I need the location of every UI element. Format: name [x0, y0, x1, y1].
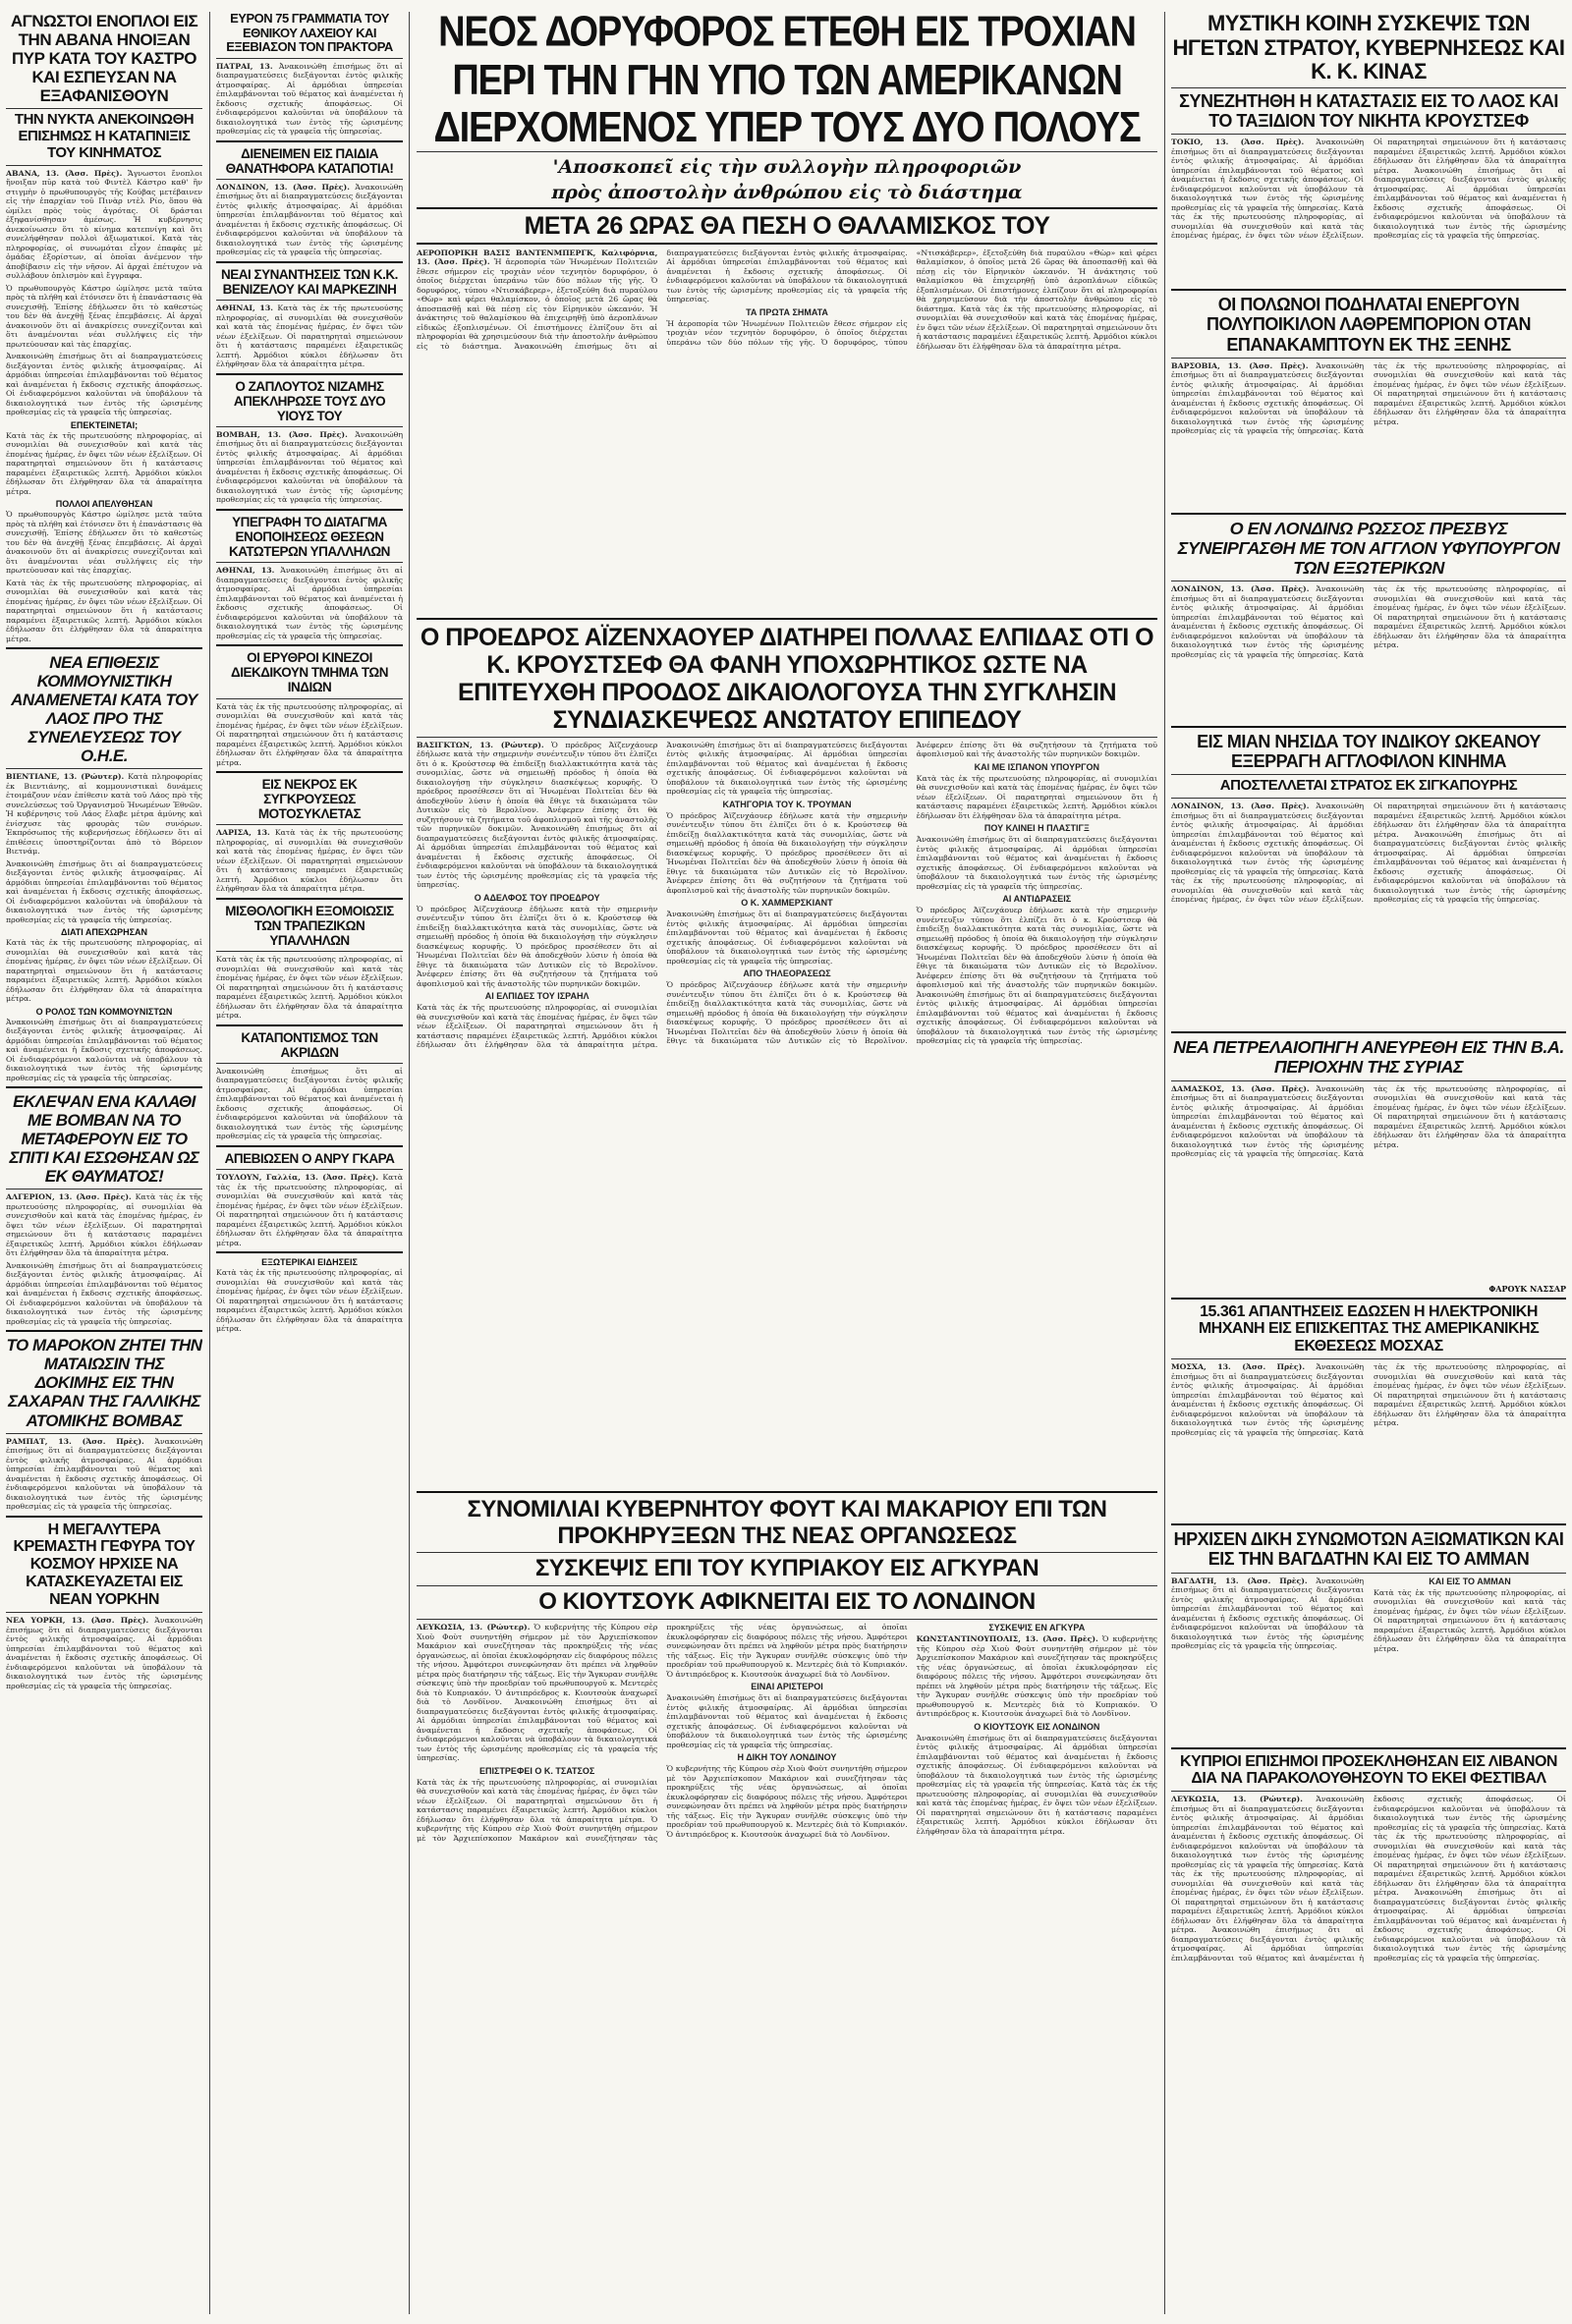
- body: Κατὰ τὰς ἐκ τῆς πρωτευούσης πληροφορίας, αἱ συνομιλίαι θὰ συνεχισθοῦν καὶ κατὰ τὰς ἑπομένας ἡμέρας, ἐν ὄψει τῶν νέων ἐξελίξεων. Οἱ παρατηρηταὶ σημειώνουν ὅτι ἡ κατάστασις παραμένει ἐξαιρετικῶς λεπτή. Ἀρμόδιοι κύκλοι ἐδήλωσαν ὅτι ἐλήφθησαν ὅλα τὰ ἀπαραίτητα μέτρα.: [1171, 1859, 1364, 1935]
- body: Ἀνακοινώθη ἐπισήμως ὅτι αἱ διαπραγματεύσεις διεξάγονται ἐντὸς φιλικῆς ἀτμοσφαίρας. Αἱ ἀρμόδιαι ὑπηρεσίαι ἐπιλαμβάνονται τοῦ θέματος καὶ ἀναμένεται ἡ ἔκδοσις σχετικῆς ἀποφάσεως. Οἱ ἐνδιαφερόμενοι καλοῦνται νὰ ὑποβάλουν τὰ δικαιολογητικά των ἐντὸς τῆς ὡρισμένης προθεσμίας εἰς τὰ γραφεῖα τῆς ὑπηρεσίας.: [216, 182, 403, 257]
- body: Ἀνακοινώθη ἐπισήμως ὅτι αἱ διαπραγματεύσεις διεξάγονται ἐντὸς φιλικῆς ἀτμοσφαίρας. Αἱ ἀρμόδιαι ὑπηρεσίαι ἐπιλαμβάνονται τοῦ θέματος καὶ ἀναμένεται ἡ ἔκδοσις σχετικῆς ἀποφάσεως. Οἱ ἐνδιαφερόμενοι καλοῦνται νὰ ὑποβάλουν τὰ δικαιολογητικά των ἐντὸς τῆς ὡρισμένης προθεσμίας εἰς τὰ γραφεῖα τῆς ὑπηρεσίας.: [1171, 1576, 1364, 1651]
- dateline: ΒΙΕΝΤΙΑΝΕ, 13. (Ρώυτερ).: [6, 772, 125, 782]
- divider: [6, 647, 202, 649]
- body: Κατὰ τὰς ἐκ τῆς πρωτευούσης πληροφορίας, αἱ συνομιλίαι θὰ συνεχισθοῦν καὶ κατὰ τὰς ἑπομένας ἡμέρας, ἐν ὄψει τῶν νέων ἐξελίξεων. Οἱ παρατηρηταὶ σημειώνουν ὅτι ἡ κατάστασις παραμένει ἐξαιρετικῶς λεπτή. Ἀρμόδιοι κύκλοι ἐδήλωσαν ὅτι ἐλήφθησαν ὅλα τὰ ἀπαραίτητα μέτρα.: [1374, 1587, 1566, 1653]
- divider: [6, 1433, 202, 1434]
- body: Κατὰ τὰς ἐκ τῆς πρωτευούσης πληροφορίας, αἱ συνομιλίαι θὰ συνεχισθοῦν καὶ κατὰ τὰς ἑπομένας ἡμέρας, ἐν ὄψει τῶν νέων ἐξελίξεων. Οἱ παρατηρηταὶ σημειώνουν ὅτι ἡ κατάστασις παραμένει ἐξαιρετικῶς λεπτή. Ἀρμόδιοι κύκλοι ἐδήλωσαν ὅτι ἐλήφθησαν ὅλα τὰ ἀπαραίτητα μέτρα.: [216, 1173, 403, 1247]
- article-text: Ὁ πρωθυπουργὸς Κάστρο ὡμίλησε μετὰ ταῦτα πρὸς τὰ πλήθη καὶ ἐτόνισεν ὅτι ἡ ἐπανάστασις θὰ συνεχισθῇ. Ἐπίσης ἐδήλωσεν ὅτι τὸ καθεστὼς του δὲν θὰ ἀνεχθῇ ξένας ἐπεμβάσεις. Αἱ ἀρχαὶ ἀνακοινοῦν ὅτι αἱ ἀνακρίσεις συνεχίζονται καὶ ὅτι ἀναμένονται νέαι συλλήψεις εἰς τὴν πρωτεύουσαν καὶ τὰς ἐπαρχίας.: [6, 283, 202, 349]
- divider: [216, 1145, 403, 1147]
- article-text: [216, 183, 403, 257]
- body: Ἀνακοινώθη ἐπισήμως ὅτι αἱ διαπραγματεύσεις διεξάγονται ἐντὸς φιλικῆς ἀτμοσφαίρας. Αἱ ἀρμόδιαι ὑπηρεσίαι ἐπιλαμβάνονται τοῦ θέματος καὶ ἀναμένεται ἡ ἔκδοσις σχετικῆς ἀποφάσεως. Οἱ ἐνδιαφερόμενοι καλοῦνται νὰ ὑποβάλουν τὰ δικαιολογητικά των ἐντὸς τῆς ὡρισμένης προθεσμίας εἰς τὰ γραφεῖα τῆς ὑπηρεσίας.: [1171, 138, 1365, 212]
- dateline: ΒΑΓΔΑΤΗ, 13. (Ἀσσ. Πρὲς).: [1171, 1576, 1308, 1585]
- headline: ΕΚΛΕΨΑΝ ΕΝΑ ΚΑΛΑΘΙ ΜΕ ΒΟΜΒΑΝ ΝΑ ΤΟ ΜΕΤΑΦΕΡΟΥΝ ΕΙΣ ΤΟ ΣΠΙΤΙ ΚΑΙ ΕΣΩΘΗΣΑΝ ΩΣ ΕΚ ΘΑΥΜΑΤΟΣ!: [9, 1092, 199, 1187]
- headline: ΗΡΧΙΣΕΝ ΔΙΚΗ ΣΥΝΩΜΟΤΩΝ ΑΞΙΩΜΑΤΙΚΩΝ ΚΑΙ ΕΙΣ ΤΗΝ ΒΑΓΔΑΤΗΝ ΚΑΙ ΕΙΣ ΤΟ ΑΜΜΑΝ: [1173, 1529, 1564, 1570]
- column-second: [216, 12, 403, 2314]
- body: Ἀνακοινώθη ἐπισήμως ὅτι αἱ διαπραγματεύσεις διεξάγονται ἐντὸς φιλικῆς ἀτμοσφαίρας. Αἱ ἀρμόδιαι ὑπηρεσίαι ἐπιλαμβάνονται τοῦ θέματος καὶ ἀναμένεται ἡ ἔκδοσις σχετικῆς ἀποφάσεως. Οἱ ἐνδιαφερόμενοι καλοῦνται νὰ ὑποβάλουν τὰ δικαιολογητικά των ἐντὸς τῆς ὡρισμένης προθεσμίας εἰς τὰ γραφεῖα τῆς ὑπηρεσίας.: [417, 824, 658, 890]
- divider: [1171, 774, 1566, 775]
- dateline: ΛΑΡΙΣΑ, 13.: [216, 828, 270, 838]
- divider: [216, 300, 403, 301]
- dateline: ΤΟΥΛΟΥΝ, Γαλλία, 13. (Ἀσσ. Πρὲς).: [216, 1173, 379, 1183]
- body: Κατὰ τὰς ἐκ τῆς πρωτευούσης πληροφορίας, αἱ συνομιλίαι θὰ συνεχισθοῦν καὶ κατὰ τὰς ἑπομένας ἡμέρας, ἐν ὄψει τῶν νέων ἐξελίξεων. Οἱ παρατηρηταὶ σημειώνουν ὅτι ἡ κατάστασις παραμένει ἐξαιρετικῶς λεπτή. Ἀρμόδιοι κύκλοι ἐδήλωσαν ὅτι ἐλήφθησαν ὅλα τὰ ἀπαραίτητα μέτρα.: [417, 1003, 658, 1050]
- body: Ἀνακοινώθη ἐπισήμως ὅτι αἱ διαπραγματεύσεις διεξάγονται ἐντὸς φιλικῆς ἀτμοσφαίρας. Αἱ ἀρμόδιαι ὑπηρεσίαι ἐπιλαμβάνονται τοῦ θέματος καὶ ἀναμένεται ἡ ἔκδοσις σχετικῆς ἀποφάσεως. Οἱ ἐνδιαφερόμενοι καλοῦνται νὰ ὑποβάλουν τὰ δικαιολογητικά των ἐντὸς τῆς ὡρισμένης προθεσμίας εἰς τὰ γραφεῖα τῆς ὑπηρεσίας.: [1171, 802, 1364, 876]
- divider: [216, 1169, 403, 1170]
- body: Ἀνακοινώθη ἐπισήμως ὅτι αἱ διαπραγματεύσεις διεξάγονται ἐντὸς φιλικῆς ἀτμοσφαίρας. Αἱ ἀρμόδιαι ὑπηρεσίαι ἐπιλαμβάνονται τοῦ θέματος καὶ ἀναμένεται ἡ ἔκδοσις σχετικῆς ἀποφάσεως. Οἱ ἐνδιαφερόμενοι καλοῦνται νὰ ὑποβάλουν τὰ δικαιολογητικά των ἐντὸς τῆς ὡρισμένης προθεσμίας εἰς τὰ γραφεῖα τῆς ὑπηρεσίας.: [1171, 1362, 1364, 1437]
- body: Κατὰ τὰς ἐκ τῆς πρωτευούσης πληροφορίας, αἱ συνομιλίαι θὰ συνεχισθοῦν καὶ κατὰ τὰς ἑπομένας ἡμέρας, ἐν ὄψει τῶν νέων ἐξελίξεων. Οἱ παρατηρηταὶ σημειώνουν ὅτι ἡ κατάστασις παραμένει ἐξαιρετικῶς λεπτή. Ἀρμόδιοι κύκλοι ἐδήλωσαν ὅτι ἐλήφθησαν ὅλα τὰ ἀπαραίτητα μέτρα.: [6, 1192, 202, 1258]
- body: Κατὰ τὰς ἐκ τῆς πρωτευούσης πληροφορίας, αἱ συνομιλίαι θὰ συνεχισθοῦν καὶ κατὰ τὰς ἑπομένας ἡμέρας, ἐν ὄψει τῶν νέων ἐξελίξεων. Οἱ παρατηρηταὶ σημειώνουν ὅτι ἡ κατάστασις παραμένει ἐξαιρετικῶς λεπτή. Ἀρμόδιοι κύκλοι ἐδήλωσαν ὅτι ἐλήφθησαν ὅλα τὰ ἀπαραίτητα μέτρα.: [216, 304, 403, 369]
- section-title: Ο ΡΟΛΟΣ ΤΩΝ ΚΟΜΜΟΥΝΙΣΤΩΝ: [35, 1006, 173, 1017]
- divider: [6, 768, 202, 769]
- article-text: [6, 1616, 202, 1690]
- section-title: ΕΙΝΑΙ ΑΡΙΣΤΕΡΟΙ: [751, 1682, 823, 1692]
- headline: ΜΙΣΘΟΛΟΓΙΚΗ ΕΞΟΜΟΙΩΣΙΣ ΤΩΝ ΤΡΑΠΕΖΙΚΩΝ ΥΠΑΛΛΗΛΩΝ: [225, 903, 394, 949]
- article-text: [216, 566, 403, 640]
- headline: ΑΓΝΩΣΤΟΙ ΕΝΟΠΛΟΙ ΕΙΣ ΤΗΝ ΑΒΑΝΑ ΗΝΟΙΞΑΝ ΠΥΡ ΚΑΤΑ ΤΟΥ ΚΑΣΤΡΟ ΚΑΙ ΕΣΠΕΥΣΑΝ ΝΑ ΕΞΑΦΑΝΙΣΘΟΥΝ: [10, 12, 198, 106]
- divider: [216, 1024, 403, 1026]
- divider: [216, 373, 403, 375]
- dateline: ΑΘΗΝΑΙ, 13.: [216, 566, 275, 576]
- section-title: ΑΙ ΑΝΤΙΔΡΑΣΕΙΣ: [1002, 894, 1072, 905]
- headline: ΤΟ ΜΑΡΟΚΟΝ ΖΗΤΕΙ ΤΗΝ ΜΑΤΑΙΩΣΙΝ ΤΗΣ ΔΟΚΙΜΗΣ ΕΙΣ ΤΗΝ ΣΑΧΑΡΑΝ ΤΗΣ ΓΑΛΛΙΚΗΣ ΑΤΟΜΙΚΗΣ ΒΟΜΒΑΣ: [6, 1336, 202, 1430]
- section-title: Ο ΚΙΟΥΤΣΟΥΚ ΕΙΣ ΛΟΝΔΙΝΟΝ: [974, 1721, 1100, 1732]
- article-text: Κατὰ τὰς ἐκ τῆς πρωτευούσης πληροφορίας, αἱ συνομιλίαι θὰ συνεχισθοῦν καὶ κατὰ τὰς ἑπομένας ἡμέρας, ἐν ὄψει τῶν νέων ἐξελίξεων. Οἱ παρατηρηταὶ σημειώνουν ὅτι ἡ κατάστασις παραμένει ἐξαιρετικῶς λεπτή. Ἀρμόδιοι κύκλοι ἐδήλωσαν ὅτι ἐλήφθησαν ὅλα τὰ ἀπαραίτητα μέτρα.: [6, 938, 202, 1004]
- body: Ἀνακοινώθη ἐπισήμως ὅτι αἱ διαπραγματεύσεις διεξάγονται ἐντὸς φιλικῆς ἀτμοσφαίρας. Αἱ ἀρμόδιαι ὑπηρεσίαι ἐπιλαμβάνονται τοῦ θέματος καὶ ἀναμένεται ἡ ἔκδοσις σχετικῆς ἀποφάσεως. Οἱ ἐνδιαφερόμενοι καλοῦνται νὰ ὑποβάλουν τὰ δικαιολογητικά των ἐντὸς τῆς ὡρισμένης προθεσμίας εἰς τὰ γραφεῖα τῆς ὑπηρεσίας.: [1171, 1795, 1364, 1869]
- body: Ἡ ἀεροπορία τῶν Ἡνωμένων Πολιτειῶν ἔθεσε σήμερον εἰς τροχιὰν νέον τεχνητὸν δορυφόρον, ὁ ὁποῖος διέρχεται ὑπεράνω τῶν δύο πόλων τῆς γῆς. Ὁ δορυφόρος, τύπου «Ντισκάβερερ», ἐξετοξεύθη διὰ πυραύλου «Θὼρ» καὶ φέρει θαλαμίσκον, ὁ ὁποῖος μετὰ 26 ὥρας θὰ ἀποσπασθῇ καὶ θὰ πέσῃ εἰς τὸν Εἰρηνικὸν ὠκεανόν. Ἡ ἀνάκτησις τοῦ θαλαμίσκου θὰ ἐπιχειρηθῇ ὑπὸ ἀεροπλάνων εἰδικῶς ἐξοπλισμένων. Οἱ ἐπιστήμονες ἐλπίζουν ὅτι αἱ πληροφορίαι θὰ χρησιμεύσουν διὰ τὴν ἀποστολὴν ἀνθρώπου εἰς τὸ διάστημα.: [666, 248, 1157, 347]
- divider: [6, 165, 202, 166]
- divider: [6, 1330, 202, 1332]
- body: Κατὰ τὰς ἐκ τῆς πρωτευούσης πληροφορίας, αἱ συνομιλίαι θὰ συνεχισθοῦν καὶ κατὰ τὰς ἑπομένας ἡμέρας, ἐν ὄψει τῶν νέων ἐξελίξεων. Οἱ παρατηρηταὶ σημειώνουν ὅτι ἡ κατάστασις παραμένει ἐξαιρετικῶς λεπτή. Ἀρμόδιοι κύκλοι ἐδήλωσαν ὅτι ἐλήφθησαν ὅλα τὰ ἀπαραίτητα μέτρα.: [417, 1777, 658, 1824]
- dateline: ΝΕΑ ΥΟΡΚΗ, 13. (Ἀσσ. Πρὲς).: [6, 1616, 149, 1626]
- section-title: ΚΑΤΗΓΟΡΙΑ ΤΟΥ Κ. ΤΡΟΥΜΑΝ: [722, 799, 852, 809]
- section-title: ΕΠΕΚΤΕΙΝΕΤΑΙ;: [70, 419, 139, 430]
- divider: [1171, 513, 1566, 515]
- body: Κατὰ τὰς ἐκ τῆς πρωτευούσης πληροφορίας, αἱ συνομιλίαι θὰ συνεχισθοῦν καὶ κατὰ τὰς ἑπομένας ἡμέρας, ἐν ὄψει τῶν νέων ἐξελίξεων. Οἱ παρατηρηταὶ σημειώνουν ὅτι ἡ κατάστασις παραμένει ἐξαιρετικῶς λεπτή. Ἀρμόδιοι κύκλοι ἐδήλωσαν ὅτι ἐλήφθησαν ὅλα τὰ ἀπαραίτητα μέτρα.: [1171, 802, 1566, 905]
- subheadline: πρὸς ἀποστολὴν ἀνθρώπου εἰς τὸ διάστημα: [551, 181, 1023, 203]
- section-title: ΔΙΑΤΙ ΑΠΕΧΩΡΗΣΑΝ: [60, 927, 147, 938]
- divider: [1171, 798, 1566, 799]
- subheadline: ΣΥΝΕΖΗΤΗΘΗ Η ΚΑΤΑΣΤΑΣΙΣ ΕΙΣ ΤΟ ΛΑΟΣ ΚΑΙ ΤΟ ΤΑΞΙΔΙΟΝ ΤΟΥ ΝΙΚΗΤΑ ΚΡΟΥΣΤΣΕΦ: [1179, 90, 1558, 132]
- divider: [216, 644, 403, 646]
- column-rule: [209, 12, 210, 2314]
- section-title: ΠΟΛΛΟΙ ΑΠΕΛΥΘΗΣΑΝ: [55, 499, 153, 510]
- body: Κατὰ τὰς ἐκ τῆς πρωτευούσης πληροφορίας, αἱ συνομιλίαι θὰ συνεχισθοῦν καὶ κατὰ τὰς ἑπομένας ἡμέρας, ἐν ὄψει τῶν νέων ἐξελίξεων. Οἱ παρατηρηταὶ σημειώνουν ὅτι ἡ κατάστασις παραμένει ἐξαιρετικῶς λεπτή. Ἀρμόδιοι κύκλοι ἐδήλωσαν ὅτι ἐλήφθησαν ὅλα τὰ ἀπαραίτητα μέτρα.: [1374, 1822, 1566, 1898]
- column-left: [6, 12, 202, 2314]
- article-text: [216, 62, 403, 137]
- article-text: [216, 304, 403, 369]
- headline: ΝΕΑ ΠΕΤΡΕΛΑΙΟΠΗΓΗ ΑΝΕΥΡΕΘΗ ΕΙΣ ΤΗΝ Β.Α. ΠΕΡΙΟΧΗΝ ΤΗΣ ΣΥΡΙΑΣ: [1173, 1037, 1564, 1078]
- section-title: ΤΑ ΠΡΩΤΑ ΣΗΜΑΤΑ: [746, 306, 828, 317]
- divider: [216, 1251, 403, 1253]
- body: Ἀνακοινώθη ἐπισήμως ὅτι αἱ διαπραγματεύσεις διεξάγονται ἐντὸς φιλικῆς ἀτμοσφαίρας. Αἱ ἀρμόδιαι ὑπηρεσίαι ἐπιλαμβάνονται τοῦ θέματος καὶ ἀναμένεται ἡ ἔκδοσις σχετικῆς ἀποφάσεως. Οἱ ἐνδιαφερόμενοι καλοῦνται νὰ ὑποβάλουν τὰ δικαιολογητικά των ἐντὸς τῆς ὡρισμένης προθεσμίας εἰς τὰ γραφεῖα τῆς ὑπηρεσίας.: [666, 740, 908, 797]
- body: Ἀνακοινώθη ἐπισήμως ὅτι αἱ διαπραγματεύσεις διεξάγονται ἐντὸς φιλικῆς ἀτμοσφαίρας. Αἱ ἀρμόδιαι ὑπηρεσίαι ἐπιλαμβάνονται τοῦ θέματος καὶ ἀναμένεται ἡ ἔκδοσις σχετικῆς ἀποφάσεως. Οἱ ἐνδιαφερόμενοι καλοῦνται νὰ ὑποβάλουν τὰ δικαιολογητικά των ἐντὸς τῆς ὡρισμένης προθεσμίας εἰς τὰ γραφεῖα τῆς ὑπηρεσίας.: [666, 1693, 908, 1749]
- article-text: [6, 1192, 202, 1258]
- divider: [216, 426, 403, 427]
- article-text: [417, 741, 1157, 1487]
- divider: [216, 179, 403, 180]
- divider: [1171, 1080, 1566, 1081]
- dateline: ΠΑΤΡΑΙ, 13.: [216, 61, 273, 71]
- article-text: Ἀνακοινώθη ἐπισήμως ὅτι αἱ διαπραγματεύσεις διεξάγονται ἐντὸς φιλικῆς ἀτμοσφαίρας. Αἱ ἀρμόδιαι ὑπηρεσίαι ἐπιλαμβάνονται τοῦ θέματος καὶ ἀναμένεται ἡ ἔκδοσις σχετικῆς ἀποφάσεως. Οἱ ἐνδιαφερόμενοι καλοῦνται νὰ ὑποβάλουν τὰ δικαιολογητικά των ἐντὸς τῆς ὡρισμένης προθεσμίας εἰς τὰ γραφεῖα τῆς ὑπηρεσίας.: [6, 1017, 202, 1082]
- article-text: [6, 772, 202, 857]
- article-text: [1171, 1084, 1566, 1281]
- body: Ἀνακοινώθη ἐπισήμως ὅτι αἱ διαπραγματεύσεις διεξάγονται ἐντὸς φιλικῆς ἀτμοσφαίρας. Αἱ ἀρμόδιαι ὑπηρεσίαι ἐπιλαμβάνονται τοῦ θέματος καὶ ἀναμένεται ἡ ἔκδοσις σχετικῆς ἀποφάσεως. Οἱ ἐνδιαφερόμενοι καλοῦνται νὰ ὑποβάλουν τὰ δικαιολογητικά των ἐντὸς τῆς ὡρισμένης προθεσμίας εἰς τὰ γραφεῖα τῆς ὑπηρεσίας.: [1374, 165, 1566, 241]
- body: Ἀνακοινώθη ἐπισήμως ὅτι αἱ διαπραγματεύσεις διεξάγονται ἐντὸς φιλικῆς ἀτμοσφαίρας. Αἱ ἀρμόδιαι ὑπηρεσίαι ἐπιλαμβάνονται τοῦ θέματος καὶ ἀναμένεται ἡ ἔκδοσις σχετικῆς ἀποφάσεως. Οἱ ἐνδιαφερόμενοι καλοῦνται νὰ ὑποβάλουν τὰ δικαιολογητικά των ἐντὸς τῆς ὡρισμένης προθεσμίας εἰς τὰ γραφεῖα τῆς ὑπηρεσίας.: [6, 1616, 202, 1690]
- body: Ἀνακοινώθη ἐπισήμως ὅτι αἱ διαπραγματεύσεις διεξάγονται ἐντὸς φιλικῆς ἀτμοσφαίρας. Αἱ ἀρμόδιαι ὑπηρεσίαι ἐπιλαμβάνονται τοῦ θέματος καὶ ἀναμένεται ἡ ἔκδοσις σχετικῆς ἀποφάσεως. Οἱ ἐνδιαφερόμενοι καλοῦνται νὰ ὑποβάλουν τὰ δικαιολογητικά των ἐντὸς τῆς ὡρισμένης προθεσμίας εἰς τὰ γραφεῖα τῆς ὑπηρεσίας.: [916, 989, 1157, 1046]
- divider: [1171, 1573, 1566, 1574]
- divider: [216, 898, 403, 900]
- divider: [1171, 1298, 1566, 1300]
- body: Κατὰ τὰς ἐκ τῆς πρωτευούσης πληροφορίας, αἱ συνομιλίαι θὰ συνεχισθοῦν καὶ κατὰ τὰς ἑπομένας ἡμέρας, ἐν ὄψει τῶν νέων ἐξελίξεων. Οἱ παρατηρηταὶ σημειώνουν ὅτι ἡ κατάστασις παραμένει ἐξαιρετικῶς λεπτή. Ἀρμόδιοι κύκλοι ἐδήλωσαν ὅτι ἐλήφθησαν ὅλα τὰ ἀπαραίτητα μέτρα.: [1343, 584, 1566, 659]
- article-text: [216, 430, 403, 505]
- column-right: [1171, 12, 1566, 2314]
- article-text: [1171, 1795, 1566, 2119]
- divider: [1171, 358, 1566, 359]
- dateline: ΡΑΜΠΑΤ, 13. (Ἀσσ. Πρὲς).: [6, 1436, 144, 1446]
- body: Ὁ πρόεδρος Ἀϊζενχάουερ ἐδήλωσε κατὰ τὴν σημερινὴν συνέντευξιν τύπου ὅτι ἐλπίζει ὅτι ὁ κ. Κρούστσεφ θὰ ἐπιδείξῃ διαλλακτικότητα κατὰ τὰς συνομιλίας, ὥστε νὰ σημειωθῇ πρόοδος ἡ ὁποία θὰ δικαιολογήσῃ τὴν σύγκλησιν διασκέψεως κορυφῆς. Ὁ πρόεδρος προσέθεσεν ὅτι αἱ Ἡνωμέναι Πολιτεῖαι δὲν θὰ ἀποδεχθοῦν λύσιν ἡ ὁποία θὰ ἔθιγε τὰ δικαιώματα τῶν Δυτικῶν εἰς τὸ Βερολῖνον. Ἀνέφερεν ἐπίσης ὅτι θὰ συζητήσουν τὰ ζητήματα τοῦ ἀφοπλισμοῦ καὶ τῆς ἀναστολῆς τῶν πυρηνικῶν δοκιμῶν.: [916, 906, 1157, 990]
- body: Ὁ κυβερνήτης τῆς Κύπρου σὲρ Χιοὺ Φοὺτ συνηντήθη σήμερον μὲ τὸν Ἀρχιεπίσκοπον Μακάριον καὶ συνεζήτησαν τὰς προκηρύξεις τῆς νέας ὀργανώσεως, αἱ ὁποῖαι ἐκυκλοφόρησαν εἰς διαφόρους πόλεις τῆς νήσου. Ἀμφότεροι συνεφώνησαν ὅτι πρέπει νὰ ληφθοῦν μέτρα πρὸς διατήρησιν τῆς τάξεως. Εἰς τὴν Ἄγκυραν συνῆλθε σύσκεψις ὑπὸ τὴν προεδρίαν τοῦ πρωθυπουργοῦ κ. Μεντερὲς διὰ τὸ Κυπριακόν. Ὁ ἀντιπρόεδρος κ. Κιουτσοὺκ ἀναχωρεῖ διὰ τὸ Λονδῖνον.: [916, 1634, 1157, 1719]
- dateline: ΒΑΣΙΓΚΤΩΝ, 13. (Ρώυτερ).: [417, 740, 544, 749]
- article-text: [6, 1437, 202, 1512]
- divider: [216, 140, 403, 142]
- divider: [1171, 1747, 1566, 1749]
- body: Ἀνακοινώθη ἐπισήμως ὅτι αἱ διαπραγματεύσεις διεξάγονται ἐντὸς φιλικῆς ἀτμοσφαίρας. Αἱ ἀρμόδιαι ὑπηρεσίαι ἐπιλαμβάνονται τοῦ θέματος καὶ ἀναμένεται ἡ ἔκδοσις σχετικῆς ἀποφάσεως. Οἱ ἐνδιαφερόμενοι καλοῦνται νὰ ὑποβάλουν τὰ δικαιολογητικά των ἐντὸς τῆς ὡρισμένης προθεσμίας εἰς τὰ γραφεῖα τῆς ὑπηρεσίας.: [216, 429, 403, 505]
- article-text: Ἀνακοινώθη ἐπισήμως ὅτι αἱ διαπραγματεύσεις διεξάγονται ἐντὸς φιλικῆς ἀτμοσφαίρας. Αἱ ἀρμόδιαι ὑπηρεσίαι ἐπιλαμβάνονται τοῦ θέματος καὶ ἀναμένεται ἡ ἔκδοσις σχετικῆς ἀποφάσεως. Οἱ ἐνδιαφερόμενοι καλοῦνται νὰ ὑποβάλουν τὰ δικαιολογητικά των ἐντὸς τῆς ὡρισμένης προθεσμίας εἰς τὰ γραφεῖα τῆς ὑπηρεσίας.: [6, 1260, 202, 1326]
- dateline: ΑΘΗΝΑΙ, 13.: [216, 304, 273, 313]
- body: Ἀνακοινώθη ἐπισήμως ὅτι αἱ διαπραγματεύσεις διεξάγονται ἐντὸς φιλικῆς ἀτμοσφαίρας. Αἱ ἀρμόδιαι ὑπηρεσίαι ἐπιλαμβάνονται τοῦ θέματος καὶ ἀναμένεται ἡ ἔκδοσις σχετικῆς ἀποφάσεως. Οἱ ἐνδιαφερόμενοι καλοῦνται νὰ ὑποβάλουν τὰ δικαιολογητικά των ἐντὸς τῆς ὡρισμένης προθεσμίας εἰς τὰ γραφεῖα τῆς ὑπηρεσίας.: [1374, 1888, 1566, 1963]
- article-text: [6, 169, 202, 281]
- headline: ΑΠΕΒΙΩΣΕΝ Ο ΑΝΡΥ ΓΚΑΡΑ: [224, 1150, 395, 1166]
- article-text: [1171, 802, 1566, 1027]
- headline: ΕΙΣ ΝΕΚΡΟΣ ΕΚ ΣΥΓΚΡΟΥΣΕΩΣ ΜΟΤΟΣΥΚΛΕΤΑΣ: [257, 777, 362, 822]
- body: Κατὰ τὰς ἐκ τῆς πρωτευούσης πληροφορίας, αἱ συνομιλίαι θὰ συνεχισθοῦν καὶ κατὰ τὰς ἑπομένας ἡμέρας, ἐν ὄψει τῶν νέων ἐξελίξεων. Οἱ παρατηρηταὶ σημειώνουν ὅτι ἡ κατάστασις παραμένει ἐξαιρετικῶς λεπτή. Ἀρμόδιοι κύκλοι ἐδήλωσαν ὅτι ἐλήφθησαν ὅλα τὰ ἀπαραίτητα μέτρα.: [1343, 360, 1566, 436]
- divider: [1171, 134, 1566, 135]
- subheadline: 'Αποσκοπεῖ εἰς τὴν συλλογὴν πληροφοριῶν: [552, 155, 1022, 178]
- headline: Ο ΖΑΠΛΟΥΤΟΣ ΝΙΖΑΜΗΣ ΑΠΕΚΛΗΡΩΣΕ ΤΟΥΣ ΔΥΟ ΥΙΟΥΣ ΤΟΥ: [233, 378, 386, 423]
- signature: ΦΑΡΟΥΚ ΝΑΣΣΑΡ: [1488, 1283, 1566, 1294]
- divider: [417, 1585, 1157, 1586]
- subheadline: ΤΗΝ ΝΥΚΤΑ ΑΝΕΚΟΙΝΩΘΗ ΕΠΙΣΗΜΩΣ Η ΚΑΤΑΠΝΙΞΙΣ ΤΟΥ ΚΙΝΗΜΑΤΟΣ: [14, 111, 195, 161]
- divider: [216, 951, 403, 952]
- body: Ἀνακοινώθη ἐπισήμως ὅτι αἱ διαπραγματεύσεις διεξάγονται ἐντὸς φιλικῆς ἀτμοσφαίρας. Αἱ ἀρμόδιαι ὑπηρεσίαι ἐπιλαμβάνονται τοῦ θέματος καὶ ἀναμένεται ἡ ἔκδοσις σχετικῆς ἀποφάσεως. Οἱ ἐνδιαφερόμενοι καλοῦνται νὰ ὑποβάλουν τὰ δικαιολογητικά των ἐντὸς τῆς ὡρισμένης προθεσμίας εἰς τὰ γραφεῖα τῆς ὑπηρεσίας.: [216, 566, 403, 640]
- divider: [1171, 87, 1566, 88]
- headline-box: [417, 207, 1157, 245]
- headline: ΔΙΕΝΕΙΜΕΝ ΕΙΣ ΠΑΙΔΙΑ ΘΑΝΑΤΗΦΟΡΑ ΚΑΤΑΠΟΤΙΑ!: [225, 145, 394, 176]
- article-text: Ἀνακοινώθη ἐπισήμως ὅτι αἱ διαπραγματεύσεις διεξάγονται ἐντὸς φιλικῆς ἀτμοσφαίρας. Αἱ ἀρμόδιαι ὑπηρεσίαι ἐπιλαμβάνονται τοῦ θέματος καὶ ἀναμένεται ἡ ἔκδοσις σχετικῆς ἀποφάσεως. Οἱ ἐνδιαφερόμενοι καλοῦνται νὰ ὑποβάλουν τὰ δικαιολογητικά των ἐντὸς τῆς ὡρισμένης προθεσμίας εἰς τὰ γραφεῖα τῆς ὑπηρεσίας.: [216, 1066, 403, 1141]
- divider: [6, 1189, 202, 1190]
- dateline: ΛΟΝΔΙΝΟΝ, 13. (Ἀσσ. Πρὲς).: [1171, 802, 1310, 811]
- headline: ΝΕΑ ΕΠΙΘΕΣΙΣ ΚΟΜΜΟΥΝΙΣΤΙΚΗ ΑΝΑΜΕΝΕΤΑΙ ΚΑΤΑ ΤΟΥ ΛΑΟΣ ΠΡΟ ΤΗΣ ΣΥΝΕΛΕΥΣΕΩΣ ΤΟΥ Ο.Η.Ε.: [11, 653, 197, 766]
- body: Ὁ κυβερνήτης τῆς Κύπρου σὲρ Χιοὺ Φοὺτ συνηντήθη σήμερον μὲ τὸν Ἀρχιεπίσκοπον Μακάριον καὶ συνεζήτησαν τὰς προκηρύξεις τῆς νέας ὀργανώσεως, αἱ ὁποῖαι ἐκυκλοφόρησαν εἰς διαφόρους πόλεις τῆς νήσου. Ἀμφότεροι συνεφώνησαν ὅτι πρέπει νὰ ληφθοῦν μέτρα πρὸς διατήρησιν τῆς τάξεως. Εἰς τὴν Ἄγκυραν συνῆλθε σύσκεψις ὑπὸ τὴν προεδρίαν τοῦ πρωθυπουργοῦ κ. Μεντερὲς διὰ τὸ Κυπριακόν. Ὁ ἀντιπρόεδρος κ. Κιουτσοὺκ ἀναχωρεῖ διὰ τὸ Λονδῖνον.: [417, 1623, 908, 1843]
- divider: [216, 824, 403, 825]
- headline: ΝΕΑΙ ΣΥΝΑΝΤΗΣΕΙΣ ΤΩΝ Κ.Κ. ΒΕΝΙΖΕΛΟΥ ΚΑΙ ΜΑΡΚΕΖΙΝΗ: [221, 266, 398, 297]
- dateline: ΑΛΓΕΡΙΟΝ, 13. (Ἀσσ. Πρὲς).: [6, 1192, 132, 1202]
- headline: ΥΠΕΓΡΑΦΗ ΤΟ ΔΙΑΤΑΓΜΑ ΕΝΟΠΟΙΗΣΕΩΣ ΘΕΣΕΩΝ ΚΑΤΩΤΕΡΩΝ ΥΠΑΛΛΗΛΩΝ: [229, 514, 390, 560]
- body: Κατὰ τὰς ἐκ τῆς πρωτευούσης πληροφορίας, αἱ συνομιλίαι θὰ συνεχισθοῦν καὶ κατὰ τὰς ἑπομένας ἡμέρας, ἐν ὄψει τῶν νέων ἐξελίξεων. Οἱ παρατηρηταὶ σημειώνουν ὅτι ἡ κατάστασις παραμένει ἐξαιρετικῶς λεπτή. Ἀρμόδιοι κύκλοι ἐδήλωσαν ὅτι ἐλήφθησαν ὅλα τὰ ἀπαραίτητα μέτρα.: [916, 304, 1157, 351]
- divider: [1171, 289, 1566, 291]
- dateline: ΑΕΡΟΠΟΡΙΚΗ ΒΑΣΙΣ ΒΑΝΤΕΝΜΠΕΡΓΚ, Καλιφόρνια, 13. (Ἀσσ. Πρὲς).: [417, 248, 658, 267]
- article-text: [1171, 1577, 1566, 1743]
- article-text: [1171, 138, 1566, 285]
- article-text: Ὁ πρωθυπουργὸς Κάστρο ὡμίλησε μετὰ ταῦτα πρὸς τὰ πλήθη καὶ ἐτόνισεν ὅτι ἡ ἐπανάστασις θὰ συνεχισθῇ. Ἐπίσης ἐδήλωσεν ὅτι τὸ καθεστὼς του δὲν θὰ ἀνεχθῇ ξένας ἐπεμβάσεις. Αἱ ἀρχαὶ ἀνακοινοῦν ὅτι αἱ ἀνακρίσεις συνεχίζονται καὶ ὅτι ἀναμένονται νέαι συλλήψεις εἰς τὴν πρωτεύουσαν καὶ τὰς ἐπαρχίας.: [6, 510, 202, 576]
- subheadline: ΑΠΟΣΤΕΛΛΕΤΑΙ ΣΤΡΑΤΟΣ ΕΚ ΣΙΓΚΑΠΟΥΡΗΣ: [1219, 777, 1518, 795]
- body: Ἀνακοινώθη ἐπισήμως ὅτι αἱ διαπραγματεύσεις διεξάγονται ἐντὸς φιλικῆς ἀτμοσφαίρας. Αἱ ἀρμόδιαι ὑπηρεσίαι ἐπιλαμβάνονται τοῦ θέματος καὶ ἀναμένεται ἡ ἔκδοσις σχετικῆς ἀποφάσεως. Οἱ ἐνδιαφερόμενοι καλοῦνται νὰ ὑποβάλουν τὰ δικαιολογητικά των ἐντὸς τῆς ὡρισμένης προθεσμίας εἰς τὰ γραφεῖα τῆς ὑπηρεσίας.: [514, 248, 908, 351]
- headline: ΚΑΤΑΠΟΝΤΙΣΜΟΣ ΤΩΝ ΑΚΡΙΔΩΝ: [241, 1029, 378, 1060]
- dateline: ΚΩΝΣΤΑΝΤΙΝΟΥΠΟΛΙΣ, 13. (Ἀσσ. Πρὲς).: [916, 1634, 1098, 1644]
- body: Ἀνακοινώθη ἐπισήμως ὅτι αἱ διαπραγματεύσεις διεξάγονται ἐντὸς φιλικῆς ἀτμοσφαίρας. Αἱ ἀρμόδιαι ὑπηρεσίαι ἐπιλαμβάνονται τοῦ θέματος καὶ ἀναμένεται ἡ ἔκδοσις σχετικῆς ἀποφάσεως. Οἱ ἐνδιαφερόμενοι καλοῦνται νὰ ὑποβάλουν τὰ δικαιολογητικά των ἐντὸς τῆς ὡρισμένης προθεσμίας εἰς τὰ γραφεῖα τῆς ὑπηρεσίας.: [1171, 1795, 1566, 1963]
- dateline: ΛΕΥΚΩΣΙΑ, 13. (Ρώυτερ).: [417, 1623, 531, 1632]
- dateline: ΒΑΡΣΟΒΙΑ, 13. (Ἀσσ. Πρὲς).: [1171, 360, 1309, 370]
- divider: [216, 698, 403, 699]
- dateline: ΛΟΝΔΙΝΟΝ, 13. (Ἀσσ. Πρὲς).: [216, 182, 350, 192]
- divider: [6, 108, 202, 109]
- body: Ἀνακοινώθη ἐπισήμως ὅτι αἱ διαπραγματεύσεις διεξάγονται ἐντὸς φιλικῆς ἀτμοσφαίρας. Αἱ ἀρμόδιαι ὑπηρεσίαι ἐπιλαμβάνονται τοῦ θέματος καὶ ἀναμένεται ἡ ἔκδοσις σχετικῆς ἀποφάσεως. Οἱ ἐνδιαφερόμενοι καλοῦνται νὰ ὑποβάλουν τὰ δικαιολογητικά των ἐντὸς τῆς ὡρισμένης προθεσμίας εἰς τὰ γραφεῖα τῆς ὑπηρεσίας.: [1171, 1083, 1365, 1159]
- dateline: ΒΟΜΒΑΗ, 13. (Ἀσσ. Πρὲς).: [216, 429, 348, 439]
- body: Ἄγνωστοι ἔνοπλοι ἤνοιξαν πῦρ κατὰ τοῦ Φιντὲλ Κάστρο καθ' ἣν στιγμὴν ὁ πρωθυπουργὸς τῆς Κούβας μετέβαινεν εἰς τὴν ἐπαρχίαν τοῦ Πινὰρ ντὲλ Ρίο, ὅπου θὰ ὡμίλει πρὸς τοὺς ἀγρότας. Οἱ δράσται ἐξηφανίσθησαν ἀμέσως. Ἡ κυβέρνησις ἀνεκοίνωσεν ὅτι τὸ κίνημα κατεπνίγη καὶ ὅτι συνελήφθησαν πολλοὶ ἀξιωματικοί. Κατὰ τὰς πληροφορίας, οἱ συνωμόται εἶχον ἐπαφὰς μὲ ὁμάδας ἐξορίστων, αἱ ὁποῖαι ἀνέμενον τὴν ἀποβίβασιν εἰς τὴν νῆσον. Αἱ ἀρχαὶ ἐπέτυχον νὰ συλλάβουν ὁπλισμὸν καὶ ἔγγραφα.: [6, 168, 202, 281]
- body: Ὁ πρόεδρος Ἀϊζενχάουερ ἐδήλωσε κατὰ τὴν σημερινὴν συνέντευξιν τύπου ὅτι ἐλπίζει ὅτι ὁ κ. Κρούστσεφ θὰ ἐπιδείξῃ διαλλακτικότητα κατὰ τὰς συνομιλίας, ὥστε νὰ σημειωθῇ πρόοδος ἡ ὁποία θὰ δικαιολογήσῃ τὴν σύγκλησιν διασκέψεως κορυφῆς. Ὁ πρόεδρος προσέθεσεν ὅτι αἱ Ἡνωμέναι Πολιτεῖαι δὲν θὰ ἀποδεχθοῦν λύσιν ἡ ὁποία θὰ ἔθιγε τὰ δικαιώματα τῶν Δυτικῶν εἰς τὸ Βερολῖνον. Ἀνέφερεν ἐπίσης ὅτι θὰ συζητήσουν τὰ ζητήματα τοῦ ἀφοπλισμοῦ καὶ τῆς ἀναστολῆς τῶν πυρηνικῶν δοκιμῶν.: [666, 810, 908, 895]
- divider: [216, 261, 403, 263]
- body: Κατὰ τὰς ἐκ τῆς πρωτευούσης πληροφορίας, αἱ συνομιλίαι θὰ συνεχισθοῦν καὶ κατὰ τὰς ἑπομένας ἡμέρας, ἐν ὄψει τῶν νέων ἐξελίξεων. Οἱ παρατηρηταὶ σημειώνουν ὅτι ἡ κατάστασις παραμένει ἐξαιρετικῶς λεπτή. Ἀρμόδιοι κύκλοι ἐδήλωσαν ὅτι ἐλήφθησαν ὅλα τὰ ἀπαραίτητα μέτρα.: [1343, 1083, 1566, 1159]
- body: Κατὰ τὰς ἐκ τῆς πρωτευούσης πληροφορίας, αἱ συνομιλίαι θὰ συνεχισθοῦν καὶ κατὰ τὰς ἑπομένας ἡμέρας, ἐν ὄψει τῶν νέων ἐξελίξεων. Οἱ παρατηρηταὶ σημειώνουν ὅτι ἡ κατάστασις παραμένει ἐξαιρετικῶς λεπτή. Ἀρμόδιοι κύκλοι ἐδήλωσαν ὅτι ἐλήφθησαν ὅλα τὰ ἀπαραίτητα μέτρα.: [1171, 138, 1566, 241]
- body: Κατὰ τὰς ἐκ τῆς πρωτευούσης πληροφορίας, αἱ συνομιλίαι θὰ συνεχισθοῦν καὶ κατὰ τὰς ἑπομένας ἡμέρας, ἐν ὄψει τῶν νέων ἐξελίξεων. Οἱ παρατηρηταὶ σημειώνουν ὅτι ἡ κατάστασις παραμένει ἐξαιρετικῶς λεπτή. Ἀρμόδιοι κύκλοι ἐδήλωσαν ὅτι ἐλήφθησαν ὅλα τὰ ἀπαραίτητα μέτρα.: [916, 1780, 1157, 1836]
- divider: [417, 1619, 1157, 1620]
- section-title: ΚΑΙ ΕΙΣ ΤΟ ΑΜΜΑΝ: [1429, 1576, 1511, 1586]
- divider: [417, 1552, 1157, 1553]
- headline: ΜΕΤΑ 26 ΩΡΑΣ ΘΑ ΠΕΣΗ Ο ΘΑΛΑΜΙΣΚΟΣ ΤΟΥ: [524, 211, 1050, 240]
- article-text: [216, 1173, 403, 1247]
- headline: ΟΙ ΕΡΥΘΡΟΙ ΚΙΝΕΖΟΙ ΔΙΕΚΔΙΚΟΥΝ ΤΜΗΜΑ ΤΩΝ ΙΝΔΙΩΝ: [231, 650, 388, 695]
- section-title: ΣΥΣΚΕΨΙΣ ΕΝ ΑΓΚΥΡΑ: [988, 1623, 1086, 1633]
- article-text: [1171, 1362, 1566, 1520]
- divider: [1171, 1791, 1566, 1792]
- article-text: Κατὰ τὰς ἐκ τῆς πρωτευούσης πληροφορίας, αἱ συνομιλίαι θὰ συνεχισθοῦν καὶ κατὰ τὰς ἑπομένας ἡμέρας, ἐν ὄψει τῶν νέων ἐξελίξεων. Οἱ παρατηρηταὶ σημειώνουν ὅτι ἡ κατάστασις παραμένει ἐξαιρετικῶς λεπτή. Ἀρμόδιοι κύκλοι ἐδήλωσαν ὅτι ἐλήφθησαν ὅλα τὰ ἀπαραίτητα μέτρα.: [6, 578, 202, 643]
- divider: [1171, 1523, 1566, 1525]
- body: Ἀνακοινώθη ἐπισήμως ὅτι αἱ διαπραγματεύσεις διεξάγονται ἐντὸς φιλικῆς ἀτμοσφαίρας. Αἱ ἀρμόδιαι ὑπηρεσίαι ἐπιλαμβάνονται τοῦ θέματος καὶ ἀναμένεται ἡ ἔκδοσις σχετικῆς ἀποφάσεως. Οἱ ἐνδιαφερόμενοι καλοῦνται νὰ ὑποβάλουν τὰ δικαιολογητικά των ἐντὸς τῆς ὡρισμένης προθεσμίας εἰς τὰ γραφεῖα τῆς ὑπηρεσίας.: [916, 1733, 1157, 1790]
- divider: [6, 1516, 202, 1518]
- body: Ἀνακοινώθη ἐπισήμως ὅτι αἱ διαπραγματεύσεις διεξάγονται ἐντὸς φιλικῆς ἀτμοσφαίρας. Αἱ ἀρμόδιαι ὑπηρεσίαι ἐπιλαμβάνονται τοῦ θέματος καὶ ἀναμένεται ἡ ἔκδοσις σχετικῆς ἀποφάσεως. Οἱ ἐνδιαφερόμενοι καλοῦνται νὰ ὑποβάλουν τὰ δικαιολογητικά των ἐντὸς τῆς ὡρισμένης προθεσμίας εἰς τὰ γραφεῖα τῆς ὑπηρεσίας.: [216, 61, 403, 137]
- article-text: [1171, 584, 1566, 722]
- body: Ἀνακοινώθη ἐπισήμως ὅτι αἱ διαπραγματεύσεις διεξάγονται ἐντὸς φιλικῆς ἀτμοσφαίρας. Αἱ ἀρμόδιαι ὑπηρεσίαι ἐπιλαμβάνονται τοῦ θέματος καὶ ἀναμένεται ἡ ἔκδοσις σχετικῆς ἀποφάσεως. Οἱ ἐνδιαφερόμενοι καλοῦνται νὰ ὑποβάλουν τὰ δικαιολογητικά των ἐντὸς τῆς ὡρισμένης προθεσμίας εἰς τὰ γραφεῖα τῆς ὑπηρεσίας.: [916, 835, 1157, 891]
- body: Κατὰ τὰς ἐκ τῆς πρωτευούσης πληροφορίας, αἱ συνομιλίαι θὰ συνεχισθοῦν καὶ κατὰ τὰς ἑπομένας ἡμέρας, ἐν ὄψει τῶν νέων ἐξελίξεων. Οἱ παρατηρηταὶ σημειώνουν ὅτι ἡ κατάστασις παραμένει ἐξαιρετικῶς λεπτή. Ἀρμόδιοι κύκλοι ἐδήλωσαν ὅτι ἐλήφθησαν ὅλα τὰ ἀπαραίτητα μέτρα.: [916, 773, 1157, 820]
- divider: [6, 1612, 202, 1613]
- column-center: [417, 12, 1157, 2314]
- body: Ὁ κυβερνήτης τῆς Κύπρου σὲρ Χιοὺ Φοὺτ συνηντήθη σήμερον μὲ τὸν Ἀρχιεπίσκοπον Μακάριον καὶ συνεζήτησαν τὰς προκηρύξεις τῆς νέας ὀργανώσεως, αἱ ὁποῖαι ἐκυκλοφόρησαν εἰς διαφόρους πόλεις τῆς νήσου. Ἀμφότεροι συνεφώνησαν ὅτι πρέπει νὰ ληφθοῦν μέτρα πρὸς διατήρησιν τῆς τάξεως. Εἰς τὴν Ἄγκυραν συνῆλθε σύσκεψις ὑπὸ τὴν προεδρίαν τοῦ πρωθυπουργοῦ κ. Μεντερὲς διὰ τὸ Κυπριακόν. Ὁ ἀντιπρόεδρος κ. Κιουτσοὺκ ἀναχωρεῖ διὰ τὸ Λονδῖνον.: [417, 1623, 658, 1707]
- column-rule: [409, 12, 410, 2314]
- section-title: Ο Κ. ΧΑΜΜΕΡΣΚΙΑΝΤ: [741, 898, 833, 909]
- headline: ΟΙ ΠΟΛΩΝΟΙ ΠΟΔΗΛΑΤΑΙ ΕΝΕΡΓΟΥΝ ΠΟΛΥΠΟΙΚΙΛΟΝ ΛΑΘΡΕΜΠΟΡΙΟΝ ΟΤΑΝ ΕΠΑΝΑΚΑΜΠΤΟΥΝ ΕΚ ΤΗΣ ΞΕΝΗΣ: [1207, 295, 1531, 355]
- article-text: [417, 249, 1157, 614]
- divider: [216, 509, 403, 511]
- divider: [216, 1063, 403, 1064]
- dateline: ΤΟΚΙΟ, 13. (Ἀσσ. Πρὲς).: [1171, 138, 1305, 147]
- body: Ἀνακοινώθη ἐπισήμως ὅτι αἱ διαπραγματεύσεις διεξάγονται ἐντὸς φιλικῆς ἀτμοσφαίρας. Αἱ ἀρμόδιαι ὑπηρεσίαι ἐπιλαμβάνονται τοῦ θέματος καὶ ἀναμένεται ἡ ἔκδοσις σχετικῆς ἀποφάσεως. Οἱ ἐνδιαφερόμενοι καλοῦνται νὰ ὑποβάλουν τὰ δικαιολογητικά των ἐντὸς τῆς ὡρισμένης προθεσμίας εἰς τὰ γραφεῖα τῆς ὑπηρεσίας.: [6, 1436, 202, 1512]
- dateline: ΑΒΑΝΑ, 13. (Ἀσσ. Πρὲς).: [6, 168, 123, 178]
- section-title: ΑΠΟ ΤΗΛΕΟΡΑΣΕΩΣ: [743, 968, 831, 979]
- dateline: ΛΟΝΔΙΝΟΝ, 13. (Ἀσσ. Πρὲς).: [1171, 584, 1310, 594]
- section-title: ΚΑΙ ΜΕ ΙΣΠΑΝΟΝ ΥΠΟΥΡΓΟΝ: [974, 761, 1100, 772]
- divider: [417, 618, 1157, 620]
- body: Ὁ πρόεδρος Ἀϊζενχάουερ ἐδήλωσε κατὰ τὴν σημερινὴν συνέντευξιν τύπου ὅτι ἐλπίζει ὅτι ὁ κ. Κρούστσεφ θὰ ἐπιδείξῃ διαλλακτικότητα κατὰ τὰς συνομιλίας, ὥστε νὰ σημειωθῇ πρόοδος ἡ ὁποία θὰ δικαιολογήσῃ τὴν σύγκλησιν διασκέψεως κορυφῆς. Ὁ πρόεδρος προσέθεσεν ὅτι αἱ Ἡνωμέναι Πολιτεῖαι δὲν θὰ ἀποδεχθοῦν λύσιν ἡ ὁποία θὰ ἔθιγε τὰ δικαιώματα τῶν Δυτικῶν εἰς τὸ Βερολῖνον. Ἀνέφερεν ἐπίσης ὅτι θὰ συζητήσουν τὰ ζητήματα τοῦ ἀφοπλισμοῦ καὶ τῆς ἀναστολῆς τῶν πυρηνικῶν δοκιμῶν.: [417, 904, 658, 988]
- headline: Ο ΚΙΟΥΤΣΟΥΚ ΑΦΙΚΝΕΙΤΑΙ ΕΙΣ ΤΟ ΛΟΝΔΙΝΟΝ: [538, 1588, 1036, 1616]
- divider: [216, 562, 403, 563]
- body: Ἀνακοινώθη ἐπισήμως ὅτι αἱ διαπραγματεύσεις διεξάγονται ἐντὸς φιλικῆς ἀτμοσφαίρας. Αἱ ἀρμόδιαι ὑπηρεσίαι ἐπιλαμβάνονται τοῦ θέματος καὶ ἀναμένεται ἡ ἔκδοσις σχετικῆς ἀποφάσεως. Οἱ ἐνδιαφερόμενοι καλοῦνται νὰ ὑποβάλουν τὰ δικαιολογητικά των ἐντὸς τῆς ὡρισμένης προθεσμίας εἰς τὰ γραφεῖα τῆς ὑπηρεσίας.: [1171, 584, 1364, 659]
- headline: ΚΥΠΡΙΟΙ ΕΠΙΣΗΜΟΙ ΠΡΟΣΕΚΛΗΘΗΣΑΝ ΕΙΣ ΛΙΒΑΝΟΝ ΔΙΑ ΝΑ ΠΑΡΑΚΟΛΟΥΘΗΣΟΥΝ ΤΟ ΕΚΕΙ ΦΕΣΤΙΒΑΛ: [1180, 1752, 1557, 1788]
- headline: Η ΜΕΓΑΛΥΤΕΡΑ ΚΡΕΜΑΣΤΗ ΓΕΦΥΡΑ ΤΟΥ ΚΟΣΜΟΥ ΗΡΧΙΣΕ ΝΑ ΚΑΤΑΣΚΕΥΑΖΕΤΑΙ ΕΙΣ ΝΕΑΝ ΥΟΡΚΗΝ: [13, 1521, 196, 1609]
- article-text: Κατὰ τὰς ἐκ τῆς πρωτευούσης πληροφορίας, αἱ συνομιλίαι θὰ συνεχισθοῦν καὶ κατὰ τὰς ἑπομένας ἡμέρας, ἐν ὄψει τῶν νέων ἐξελίξεων. Οἱ παρατηρηταὶ σημειώνουν ὅτι ἡ κατάστασις παραμένει ἐξαιρετικῶς λεπτή. Ἀρμόδιοι κύκλοι ἐδήλωσαν ὅτι ἐλήφθησαν ὅλα τὰ ἀπαραίτητα μέτρα.: [216, 1268, 403, 1334]
- article-text: Κατὰ τὰς ἐκ τῆς πρωτευούσης πληροφορίας, αἱ συνομιλίαι θὰ συνεχισθοῦν καὶ κατὰ τὰς ἑπομένας ἡμέρας, ἐν ὄψει τῶν νέων ἐξελίξεων. Οἱ παρατηρηταὶ σημειώνουν ὅτι ἡ κατάστασις παραμένει ἐξαιρετικῶς λεπτή. Ἀρμόδιοι κύκλοι ἐδήλωσαν ὅτι ἐλήφθησαν ὅλα τὰ ἀπαραίτητα μέτρα.: [216, 955, 403, 1021]
- divider: [1171, 1031, 1566, 1033]
- article-text: Ἀνακοινώθη ἐπισήμως ὅτι αἱ διαπραγματεύσεις διεξάγονται ἐντὸς φιλικῆς ἀτμοσφαίρας. Αἱ ἀρμόδιαι ὑπηρεσίαι ἐπιλαμβάνονται τοῦ θέματος καὶ ἀναμένεται ἡ ἔκδοσις σχετικῆς ἀποφάσεως. Οἱ ἐνδιαφερόμενοι καλοῦνται νὰ ὑποβάλουν τὰ δικαιολογητικά των ἐντὸς τῆς ὡρισμένης προθεσμίας εἰς τὰ γραφεῖα τῆς ὑπηρεσίας.: [6, 858, 202, 924]
- divider: [6, 1086, 202, 1088]
- main-headline: ΝΕΟΣ ΔΟΡΥΦΟΡΟΣ ΕΤΕΘΗ ΕΙΣ ΤΡΟΧΙΑΝ ΠΕΡΙ ΤΗΝ ΓΗΝ ΥΠΟ ΤΩΝ ΑΜΕΡΙΚΑΝΩΝ ΔΙΕΡΧΟΜΕΝΟΣ ΥΠΕΡ ΤΟΥΣ ΔΥΟ ΠΟΛΟΥΣ: [433, 12, 1141, 152]
- headline: ΜΥΣΤΙΚΗ ΚΟΙΝΗ ΣΥΣΚΕΨΙΣ ΤΩΝ ΗΓΕΤΩΝ ΣΤΡΑΤΟΥ, ΚΥΒΕΡΝΗΣΕΩΣ ΚΑΙ Κ. Κ. ΚΙΝΑΣ: [1172, 12, 1565, 84]
- body: Ὁ πρόεδρος Ἀϊζενχάουερ ἐδήλωσε κατὰ τὴν σημερινὴν συνέντευξιν τύπου ὅτι ἐλπίζει ὅτι ὁ κ. Κρούστσεφ θὰ ἐπιδείξῃ διαλλακτικότητα κατὰ τὰς συνομιλίας, ὥστε νὰ σημειωθῇ πρόοδος ἡ ὁποία θὰ δικαιολογήσῃ τὴν σύγκλησιν διασκέψεως κορυφῆς. Ὁ πρόεδρος προσέθεσεν ὅτι αἱ Ἡνωμέναι Πολιτεῖαι δὲν θὰ ἀποδεχθοῦν λύσιν ἡ ὁποία θὰ ἔθιγε τὰ δικαιώματα τῶν Δυτικῶν εἰς τὸ Βερολῖνον. Ἀνέφερεν ἐπίσης ὅτι θὰ συζητήσουν τὰ ζητήματα τοῦ ἀφοπλισμοῦ καὶ τῆς ἀναστολῆς τῶν πυρηνικῶν δοκιμῶν.: [417, 740, 658, 834]
- body: Ἀνακοινώθη ἐπισήμως ὅτι αἱ διαπραγματεύσεις διεξάγονται ἐντὸς φιλικῆς ἀτμοσφαίρας. Αἱ ἀρμόδιαι ὑπηρεσίαι ἐπιλαμβάνονται τοῦ θέματος καὶ ἀναμένεται ἡ ἔκδοσις σχετικῆς ἀποφάσεως. Οἱ ἐνδιαφερόμενοι καλοῦνται νὰ ὑποβάλουν τὰ δικαιολογητικά των ἐντὸς τῆς ὡρισμένης προθεσμίας εἰς τὰ γραφεῖα τῆς ὑπηρεσίας.: [1374, 829, 1566, 905]
- headline: Ο ΠΡΟΕΔΡΟΣ ΑΪΖΕΝΧΑΟΥΕΡ ΔΙΑΤΗΡΕΙ ΠΟΛΛΑΣ ΕΛΠΙΔΑΣ ΟΤΙ Ο Κ. ΚΡΟΥΣΤΣΕΦ ΘΑ ΦΑΝΗ ΥΠΟΧΩΡΗΤΙΚΟΣ ΩΣΤΕ ΝΑ ΕΠΙΤΕΥΧΘΗ ΠΡΟΟΔΟΣ ΔΙΚΑΙΟΛΟΓΟΥΣΑ ΤΗΝ ΣΥΓΚΛΗΣΙΝ ΣΥΝΔΙΑΣΚΕΨΕΩΣ ΑΝΩΤΑΤΟΥ ΕΠΙΠΕΔΟΥ: [420, 623, 1154, 734]
- dateline: ΛΕΥΚΩΣΙΑ, 13. (Ρώυτερ).: [1171, 1795, 1303, 1804]
- headline: ΕΥΡΟΝ 75 ΓΡΑΜΜΑΤΙΑ ΤΟΥ ΕΘΝΙΚΟΥ ΛΑΧΕΙΟΥ ΚΑΙ ΕΞΕΒΙΑΣΟΝ ΤΟΝ ΠΡΑΚΤΟΡΑ: [226, 12, 393, 55]
- divider: [1171, 1358, 1566, 1359]
- article-text: [1171, 361, 1566, 509]
- dateline: ΔΑΜΑΣΚΟΣ, 13. (Ἀσσ. Πρὲς).: [1171, 1083, 1310, 1093]
- article-text: Κατὰ τὰς ἐκ τῆς πρωτευούσης πληροφορίας, αἱ συνομιλίαι θὰ συνεχισθοῦν καὶ κατὰ τὰς ἑπομένας ἡμέρας, ἐν ὄψει τῶν νέων ἐξελίξεων. Οἱ παρατηρηταὶ σημειώνουν ὅτι ἡ κατάστασις παραμένει ἐξαιρετικῶς λεπτή. Ἀρμόδιοι κύκλοι ἐδήλωσαν ὅτι ἐλήφθησαν ὅλα τὰ ἀπαραίτητα μέτρα.: [6, 430, 202, 496]
- section-title: ΑΙ ΕΛΠΙΔΕΣ ΤΟΥ ΙΣΡΑΗΛ: [484, 991, 590, 1002]
- body: Ἀνακοινώθη ἐπισήμως ὅτι αἱ διαπραγματεύσεις διεξάγονται ἐντὸς φιλικῆς ἀτμοσφαίρας. Αἱ ἀρμόδιαι ὑπηρεσίαι ἐπιλαμβάνονται τοῦ θέματος καὶ ἀναμένεται ἡ ἔκδοσις σχετικῆς ἀποφάσεως. Οἱ ἐνδιαφερόμενοι καλοῦνται νὰ ὑποβάλουν τὰ δικαιολογητικά των ἐντὸς τῆς ὡρισμένης προθεσμίας εἰς τὰ γραφεῖα τῆς ὑπηρεσίας.: [1171, 360, 1364, 436]
- body: Ἀνακοινώθη ἐπισήμως ὅτι αἱ διαπραγματεύσεις διεξάγονται ἐντὸς φιλικῆς ἀτμοσφαίρας. Αἱ ἀρμόδιαι ὑπηρεσίαι ἐπιλαμβάνονται τοῦ θέματος καὶ ἀναμένεται ἡ ἔκδοσις σχετικῆς ἀποφάσεως. Οἱ ἐνδιαφερόμενοι καλοῦνται νὰ ὑποβάλουν τὰ δικαιολογητικά των ἐντὸς τῆς ὡρισμένης προθεσμίας εἰς τὰ γραφεῖα τῆς ὑπηρεσίας.: [666, 910, 908, 966]
- column-rule: [1164, 12, 1165, 2314]
- section-title: ΕΠΙΣΤΡΕΦΕΙ Ο Κ. ΤΣΑΤΣΟΣ: [479, 1765, 595, 1776]
- body: Κατὰ τὰς ἐκ τῆς πρωτευούσης πληροφορίας, αἱ συνομιλίαι θὰ συνεχισθοῦν καὶ κατὰ τὰς ἑπομένας ἡμέρας, ἐν ὄψει τῶν νέων ἐξελίξεων. Οἱ παρατηρηταὶ σημειώνουν ὅτι ἡ κατάστασις παραμένει ἐξαιρετικῶς λεπτή. Ἀρμόδιοι κύκλοι ἐδήλωσαν ὅτι ἐλήφθησαν ὅλα τὰ ἀπαραίτητα μέτρα.: [216, 828, 403, 894]
- section-title: Η ΔΙΚΗ ΤΟΥ ΛΟΝΔΙΝΟΥ: [737, 1752, 837, 1763]
- headline: 15.361 ΑΠΑΝΤΗΣΕΙΣ ΕΔΩΣΕΝ Η ΗΛΕΚΤΡΟΝΙΚΗ ΜΗΧΑΝΗ ΕΙΣ ΕΠΙΣΚΕΠΤΑΣ ΤΗΣ ΑΜΕΡΙΚΑΝΙΚΗΣ ΕΚΘΕΣΕΩΣ ΜΟΣΧΑΣ: [1198, 1302, 1540, 1356]
- divider: [216, 58, 403, 59]
- divider: [1171, 726, 1566, 728]
- body: Κατὰ τὰς ἐκ τῆς πρωτευούσης πληροφορίας, αἱ συνομιλίαι θὰ συνεχισθοῦν καὶ κατὰ τὰς ἑπομένας ἡμέρας, ἐν ὄψει τῶν νέων ἐξελίξεων. Οἱ παρατηρηταὶ σημειώνουν ὅτι ἡ κατάστασις παραμένει ἐξαιρετικῶς λεπτή. Ἀρμόδιοι κύκλοι ἐδήλωσαν ὅτι ἐλήφθησαν ὅλα τὰ ἀπαραίτητα μέτρα.: [1343, 1362, 1566, 1437]
- article-text: [417, 1623, 1157, 2173]
- article-text: [216, 828, 403, 894]
- section-title: ΠΟΥ ΚΛΙΝΕΙ Η ΠΛΑΣΤΙΓΞ: [983, 823, 1090, 834]
- body: Ἡ ἀεροπορία τῶν Ἡνωμένων Πολιτειῶν ἔθεσε σήμερον εἰς τροχιὰν νέον τεχνητὸν δορυφόρον, ὁ ὁποῖος διέρχεται ὑπεράνω τῶν δύο πόλων τῆς γῆς. Ὁ δορυφόρος, τύπου «Ντισκάβερερ», ἐξετοξεύθη διὰ πυραύλου «Θὼρ» καὶ φέρει θαλαμίσκον, ὁ ὁποῖος μετὰ 26 ὥρας θὰ ἀποσπασθῇ καὶ θὰ πέσῃ εἰς τὸν Εἰρηνικὸν ὠκεανόν. Ἡ ἀνάκτησις τοῦ θαλαμίσκου θὰ ἐπιχειρηθῇ ὑπὸ ἀεροπλάνων εἰδικῶς ἐξοπλισμένων. Οἱ ἐπιστήμονες ἐλπίζουν ὅτι αἱ πληροφορίαι θὰ χρησιμεύσουν διὰ τὴν ἀποστολὴν ἀνθρώπου εἰς τὸ διάστημα.: [417, 257, 658, 351]
- headline: Ο ΕΝ ΛΟΝΔΙΝΩ ΡΩΣΣΟΣ ΠΡΕΣΒΥΣ ΣΥΝΕΙΡΓΑΣΘΗ ΜΕ ΤΟΝ ΑΓΓΛΟΝ ΥΦΥΠΟΥΡΓΟΝ ΤΩΝ ΕΞΩΤΕΡΙΚΩΝ: [1177, 518, 1560, 578]
- body: Κατὰ πληροφορίας ἐκ Βιεντιάνης, αἱ κομμουνιστικαὶ δυνάμεις ἑτοιμάζουν νέαν ἐπίθεσιν κατὰ τοῦ Λάος πρὸ τῆς συνελεύσεως τοῦ Ὀργανισμοῦ Ἡνωμένων Ἐθνῶν. Ἡ κυβέρνησις τοῦ Λάος ἔλαβε μέτρα ἀμύνης καὶ ἐνίσχυσε τὰς φρουρὰς τῶν συνόρων. Ἐκπρόσωπος τῆς κυβερνήσεως ἐδήλωσεν ὅτι αἱ ἐπιθέσεις ὑποστηρίζονται ἀπὸ τὸ Βόρειον Βιετνάμ.: [6, 772, 202, 857]
- body: Ἀνακοινώθη ἐπισήμως ὅτι αἱ διαπραγματεύσεις διεξάγονται ἐντὸς φιλικῆς ἀτμοσφαίρας. Αἱ ἀρμόδιαι ὑπηρεσίαι ἐπιλαμβάνονται τοῦ θέματος καὶ ἀναμένεται ἡ ἔκδοσις σχετικῆς ἀποφάσεως. Οἱ ἐνδιαφερόμενοι καλοῦνται νὰ ὑποβάλουν τὰ δικαιολογητικά των ἐντὸς τῆς ὡρισμένης προθεσμίας εἰς τὰ γραφεῖα τῆς ὑπηρεσίας.: [417, 1697, 658, 1763]
- body: Ὁ πρόεδρος Ἀϊζενχάουερ ἐδήλωσε κατὰ τὴν σημερινὴν συνέντευξιν τύπου ὅτι ἐλπίζει ὅτι ὁ κ. Κρούστσεφ θὰ ἐπιδείξῃ διαλλακτικότητα κατὰ τὰς συνομιλίας, ὥστε νὰ σημειωθῇ πρόοδος ἡ ὁποία θὰ δικαιολογήσῃ τὴν σύγκλησιν διασκέψεως κορυφῆς. Ὁ πρόεδρος προσέθεσεν ὅτι αἱ Ἡνωμέναι Πολιτεῖαι δὲν θὰ ἀποδεχθοῦν λύσιν ἡ ὁποία θὰ ἔθιγε τὰ δικαιώματα τῶν Δυτικῶν εἰς τὸ Βερολῖνον. Ἀνέφερεν ἐπίσης ὅτι θὰ συζητήσουν τὰ ζητήματα τοῦ ἀφοπλισμοῦ καὶ τῆς ἀναστολῆς τῶν πυρηνικῶν δοκιμῶν.: [666, 740, 1157, 1046]
- article-text: Ἀνακοινώθη ἐπισήμως ὅτι αἱ διαπραγματεύσεις διεξάγονται ἐντὸς φιλικῆς ἀτμοσφαίρας. Αἱ ἀρμόδιαι ὑπηρεσίαι ἐπιλαμβάνονται τοῦ θέματος καὶ ἀναμένεται ἡ ἔκδοσις σχετικῆς ἀποφάσεως. Οἱ ἐνδιαφερόμενοι καλοῦνται νὰ ὑποβάλουν τὰ δικαιολογητικά των ἐντὸς τῆς ὡρισμένης προθεσμίας εἰς τὰ γραφεῖα τῆς ὑπηρεσίας.: [6, 352, 202, 417]
- dateline: ΜΟΣΧΑ, 13. (Ἀσσ. Πρὲς).: [1171, 1362, 1306, 1372]
- headline: ΕΙΣ ΜΙΑΝ ΝΗΣΙΔΑ ΤΟΥ ΙΝΔΙΚΟΥ ΩΚΕΑΝΟΥ ΕΞΕΡΡΑΓΗ ΑΓΓΛΟΦΙΛΟΝ ΚΙΝΗΜΑ: [1197, 732, 1541, 772]
- headline: ΣΥΝΟΜΙΛΙΑΙ ΚΥΒΕΡΝΗΤΟΥ ΦΟΥΤ ΚΑΙ ΜΑΚΑΡΙΟΥ ΕΠΙ ΤΩΝ ΠΡΟΚΗΡΥΞΕΩΝ ΤΗΣ ΝΕΑΣ ΟΡΓΑΝΩΣΕΩΣ: [467, 1495, 1107, 1549]
- article-text: Κατὰ τὰς ἐκ τῆς πρωτευούσης πληροφορίας, αἱ συνομιλίαι θὰ συνεχισθοῦν καὶ κατὰ τὰς ἑπομένας ἡμέρας, ἐν ὄψει τῶν νέων ἐξελίξεων. Οἱ παρατηρηταὶ σημειώνουν ὅτι ἡ κατάστασις παραμένει ἐξαιρετικῶς λεπτή. Ἀρμόδιοι κύκλοι ἐδήλωσαν ὅτι ἐλήφθησαν ὅλα τὰ ἀπαραίτητα μέτρα.: [216, 701, 403, 767]
- body: Ὁ κυβερνήτης τῆς Κύπρου σὲρ Χιοὺ Φοὺτ συνηντήθη σήμερον μὲ τὸν Ἀρχιεπίσκοπον Μακάριον καὶ συνεζήτησαν τὰς προκηρύξεις τῆς νέας ὀργανώσεως, αἱ ὁποῖαι ἐκυκλοφόρησαν εἰς διαφόρους πόλεις τῆς νήσου. Ἀμφότεροι συνεφώνησαν ὅτι πρέπει νὰ ληφθοῦν μέτρα πρὸς διατήρησιν τῆς τάξεως. Εἰς τὴν Ἄγκυραν συνῆλθε σύσκεψις ὑπὸ τὴν προεδρίαν τοῦ πρωθυπουργοῦ κ. Μεντερὲς διὰ τὸ Κυπριακόν. Ὁ ἀντιπρόεδρος κ. Κιουτσοὺκ ἀναχωρεῖ διὰ τὸ Λονδῖνον.: [666, 1764, 908, 1839]
- section-title: Ο ΑΔΕΛΦΟΣ ΤΟΥ ΠΡΟΕΔΡΟΥ: [474, 892, 600, 903]
- divider: [417, 1491, 1157, 1493]
- section-title: ΕΞΩΤΕΡΙΚΑΙ ΕΙΔΗΣΕΙΣ: [261, 1257, 358, 1268]
- headline: ΣΥΣΚΕΨΙΣ ΕΠΙ ΤΟΥ ΚΥΠΡΙΑΚΟΥ ΕΙΣ ΑΓΚΥΡΑΝ: [534, 1555, 1039, 1582]
- divider: [216, 771, 403, 773]
- divider: [417, 737, 1157, 738]
